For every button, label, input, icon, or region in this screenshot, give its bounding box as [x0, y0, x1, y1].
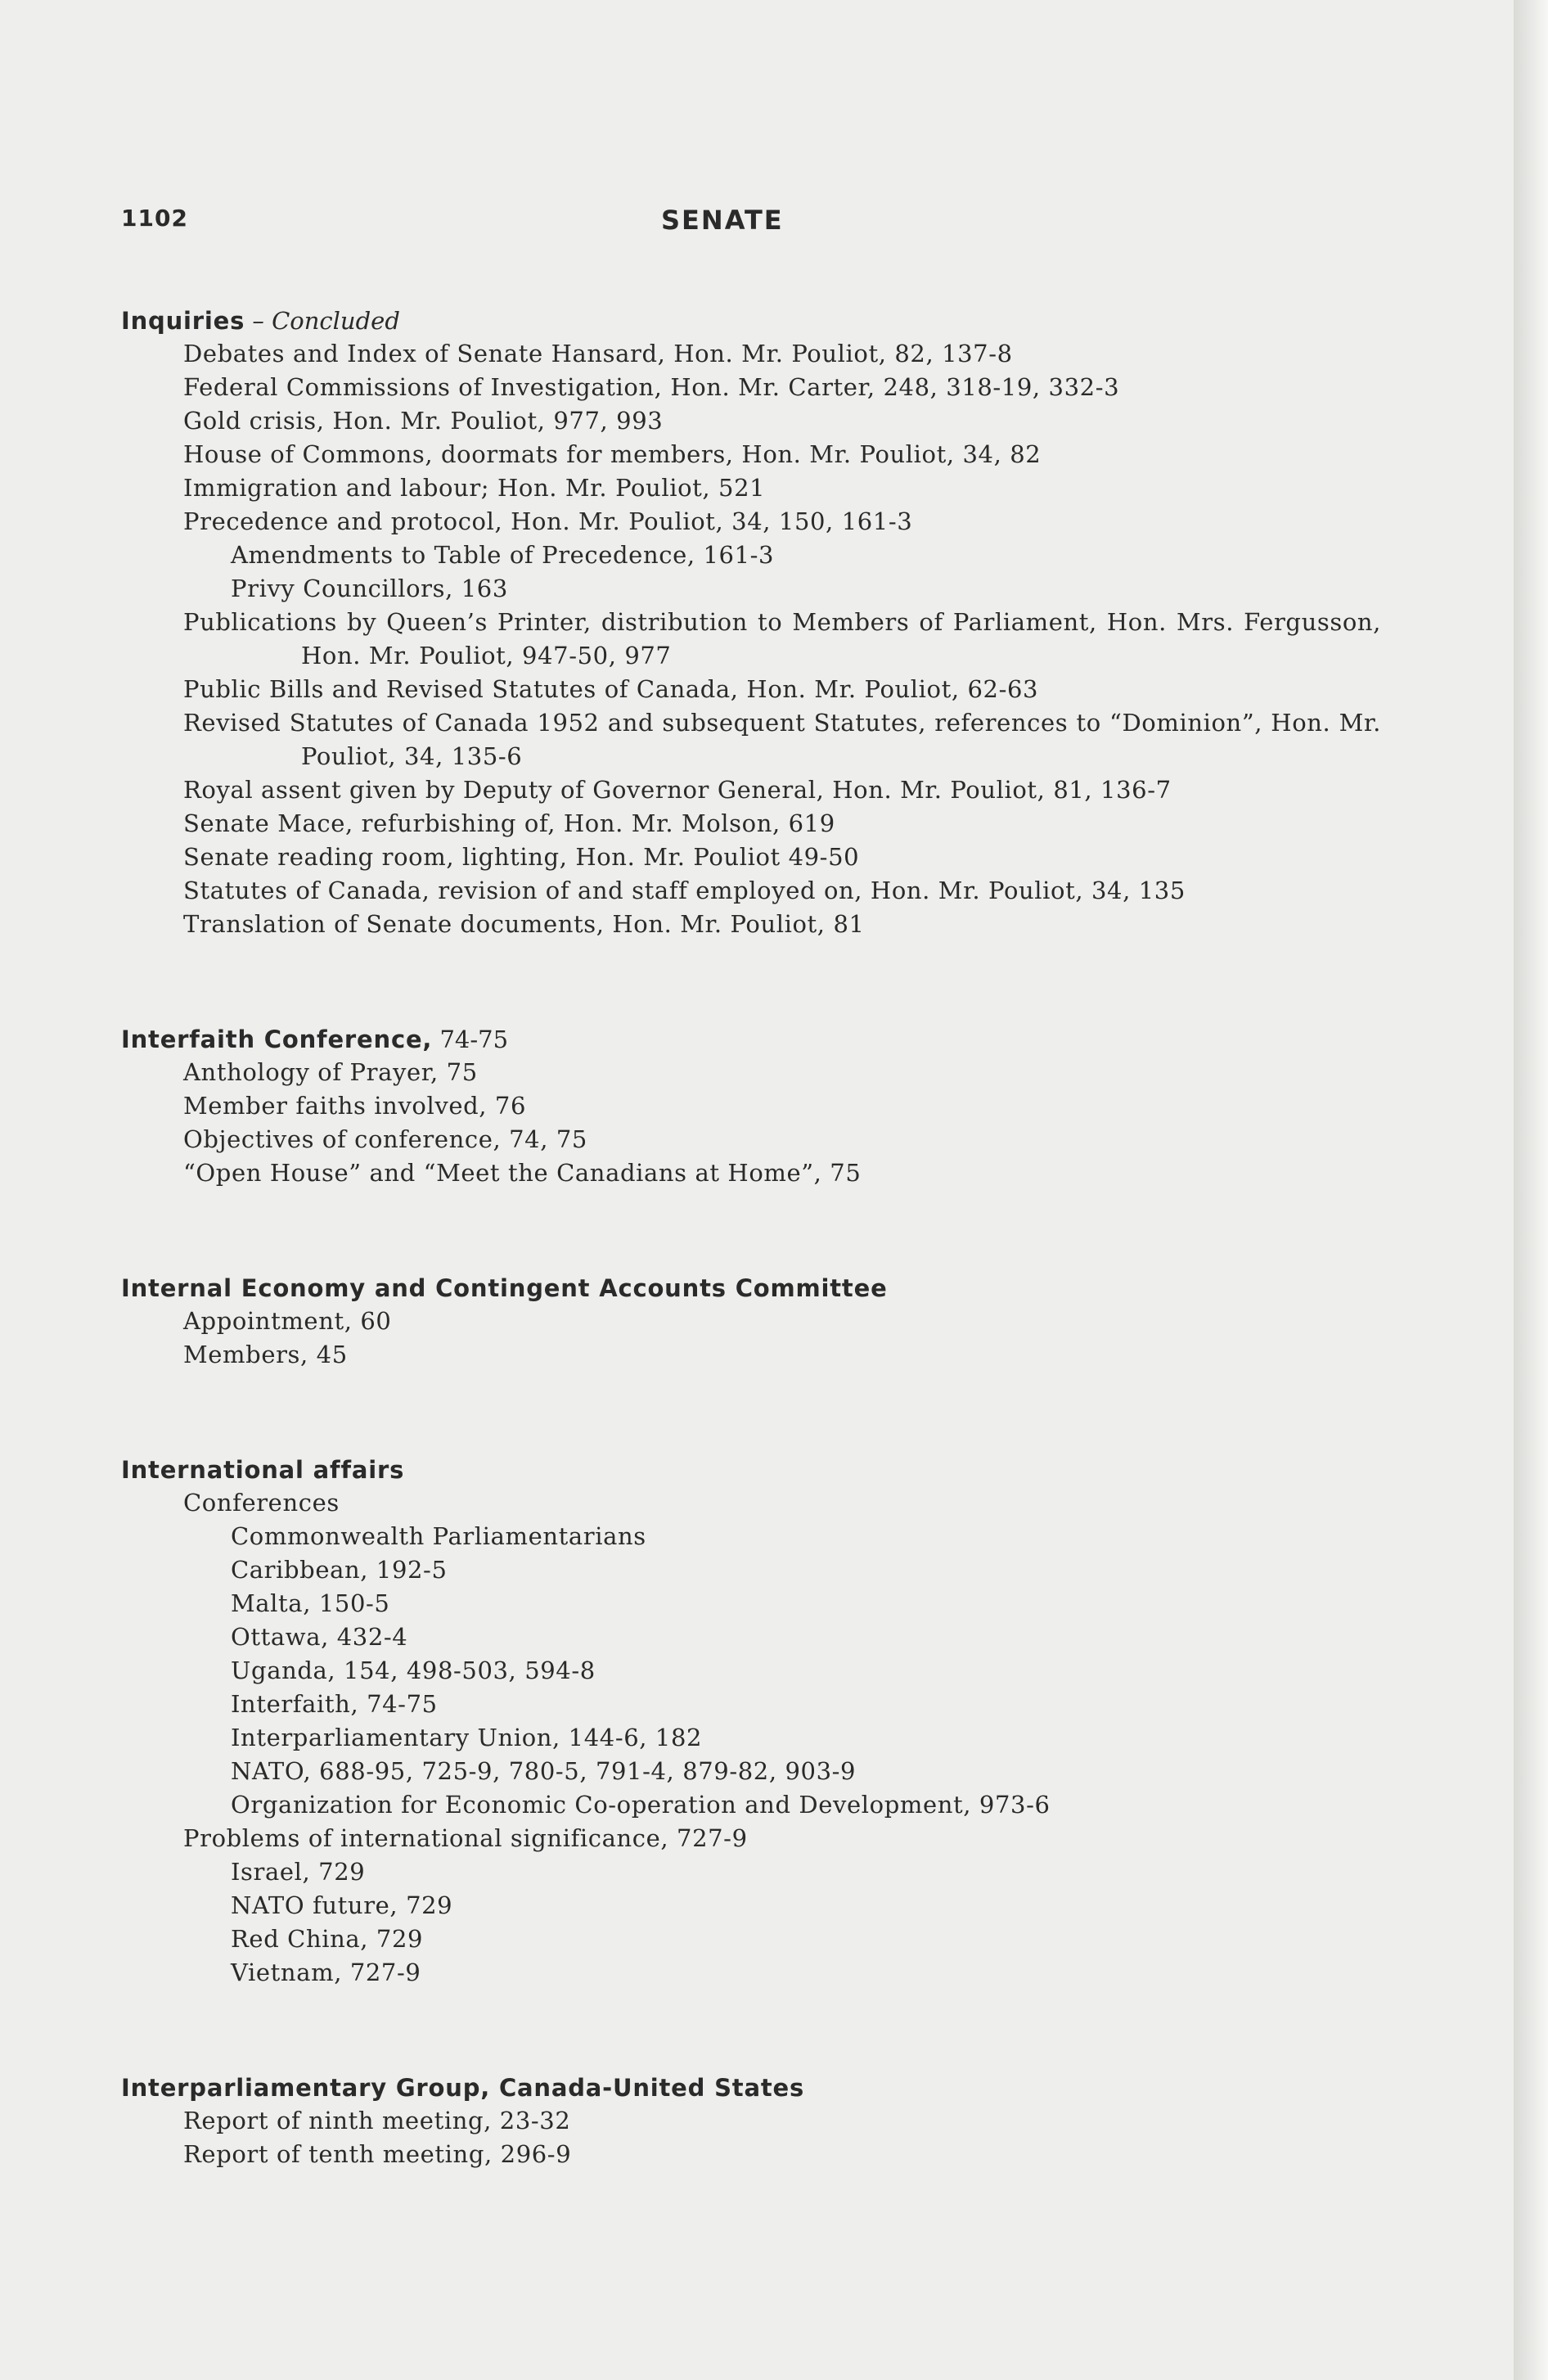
index-entry: Report of tenth meeting, 296-9 — [183, 2140, 572, 2168]
index-entry: Problems of international significance, 727-9 — [183, 1824, 748, 1852]
index-subentry: Amendments to Table of Precedence, 161-3 — [231, 541, 775, 569]
index-entry: Anthology of Prayer, 75 — [183, 1058, 478, 1086]
page-number: 1102 — [121, 205, 188, 232]
index-entry: Report of ninth meeting, 23-32 — [183, 2107, 571, 2134]
index-heading — [121, 1023, 1381, 1056]
index-entry: Members, 45 — [183, 1341, 348, 1368]
index-entry: Conferences — [183, 1489, 340, 1517]
index-entry: Public Bills and Revised Statutes of Canada, Hon. Mr. Pouliot, 62-63 — [183, 675, 1039, 703]
index-subentry: NATO future, 729 — [231, 1891, 453, 1919]
heading-text: Inquiries — [121, 307, 245, 335]
index-subentry: Malta, 150-5 — [231, 1589, 390, 1617]
index-subentry: Privy Councillors, 163 — [231, 575, 508, 602]
index-subentry: Uganda, 154, 498-503, 594-8 — [231, 1657, 596, 1684]
index-section-inquiries — [121, 304, 1381, 941]
index-section-interfaith-conference — [121, 1023, 1381, 1190]
index-heading: Internal Economy and Contingent Accounts Committee — [121, 1274, 888, 1302]
index-entry: Gold crisis, Hon. Mr. Pouliot, 977, 993 — [183, 407, 664, 435]
index-entry: Revised Statutes of Canada 1952 and subsequent Statutes, references to “Dominion”, Hon. Mr. Pouliot, 34, 135-6 — [183, 709, 1381, 770]
index-heading: International affairs — [121, 1456, 405, 1484]
index-entry: Senate reading room, lighting, Hon. Mr. Pouliot 49-50 — [183, 843, 860, 871]
index-entry: Immigration and labour; Hon. Mr. Pouliot, 521 — [183, 474, 766, 502]
index-subentry: Red China, 729 — [231, 1925, 424, 1953]
heading-pages: 74-75 — [432, 1025, 509, 1053]
index-subentry: Commonwealth Parliamentarians — [231, 1522, 646, 1550]
heading-continuation-note: – Concluded — [245, 307, 400, 335]
index-section-interparliamentary-group — [121, 2071, 1381, 2171]
index-section-international-affairs — [121, 1454, 1381, 1990]
index-entry: Translation of Senate documents, Hon. Mr. Pouliot, 81 — [183, 910, 865, 938]
index-section-internal-economy — [121, 1272, 1381, 1372]
index-entry: Member faiths involved, 76 — [183, 1092, 527, 1120]
index-entry: House of Commons, doormats for members, Hon. Mr. Pouliot, 34, 82 — [183, 440, 1042, 468]
heading-text: Interfaith Conference, — [121, 1025, 433, 1053]
index-entry: Appointment, 60 — [183, 1307, 392, 1335]
index-subentry: Vietnam, 727-9 — [231, 1959, 421, 1986]
index-heading: Interparliamentary Group, Canada-United States — [121, 2074, 805, 2102]
index-entry: Debates and Index of Senate Hansard, Hon. Mr. Pouliot, 82, 137-8 — [183, 340, 1013, 367]
index-subentry: Caribbean, 192-5 — [231, 1556, 448, 1584]
index-subentry: Ottawa, 432-4 — [231, 1623, 408, 1651]
index-entry: Objectives of conference, 74, 75 — [183, 1125, 587, 1153]
index-heading — [121, 304, 1381, 337]
index-body — [121, 304, 1381, 2253]
index-subentry: Interfaith, 74-75 — [231, 1690, 438, 1718]
index-subentry: NATO, 688-95, 725-9, 780-5, 791-4, 879-82, 903-9 — [231, 1757, 857, 1785]
index-entry: Statutes of Canada, revision of and staff employed on, Hon. Mr. Pouliot, 34, 135 — [183, 877, 1186, 904]
running-head — [121, 205, 1397, 241]
index-entry: Royal assent given by Deputy of Governor General, Hon. Mr. Pouliot, 81, 136-7 — [183, 776, 1172, 804]
index-entry: Precedence and protocol, Hon. Mr. Pouliot, 34, 150, 161-3 — [183, 507, 913, 535]
index-subentry: Interparliamentary Union, 144-6, 182 — [231, 1724, 703, 1751]
index-entry: Federal Commissions of Investigation, Hon. Mr. Carter, 248, 318-19, 332-3 — [183, 373, 1120, 401]
index-entry: “Open House” and “Meet the Canadians at Home”, 75 — [183, 1159, 862, 1187]
page-edge-shadow — [1514, 0, 1548, 2380]
index-entry: Senate Mace, refurbishing of, Hon. Mr. Molson, 619 — [183, 809, 835, 837]
index-entry: Publications by Queen’s Printer, distribution to Members of Parliament, Hon. Mrs. Fergusson, Hon. Mr. Pouliot, 947-50, 977 — [183, 608, 1381, 669]
index-subentry: Organization for Economic Co-operation and Development, 973-6 — [231, 1791, 1051, 1819]
page-heading: SENATE — [661, 205, 784, 236]
index-subentry: Israel, 729 — [231, 1858, 366, 1886]
